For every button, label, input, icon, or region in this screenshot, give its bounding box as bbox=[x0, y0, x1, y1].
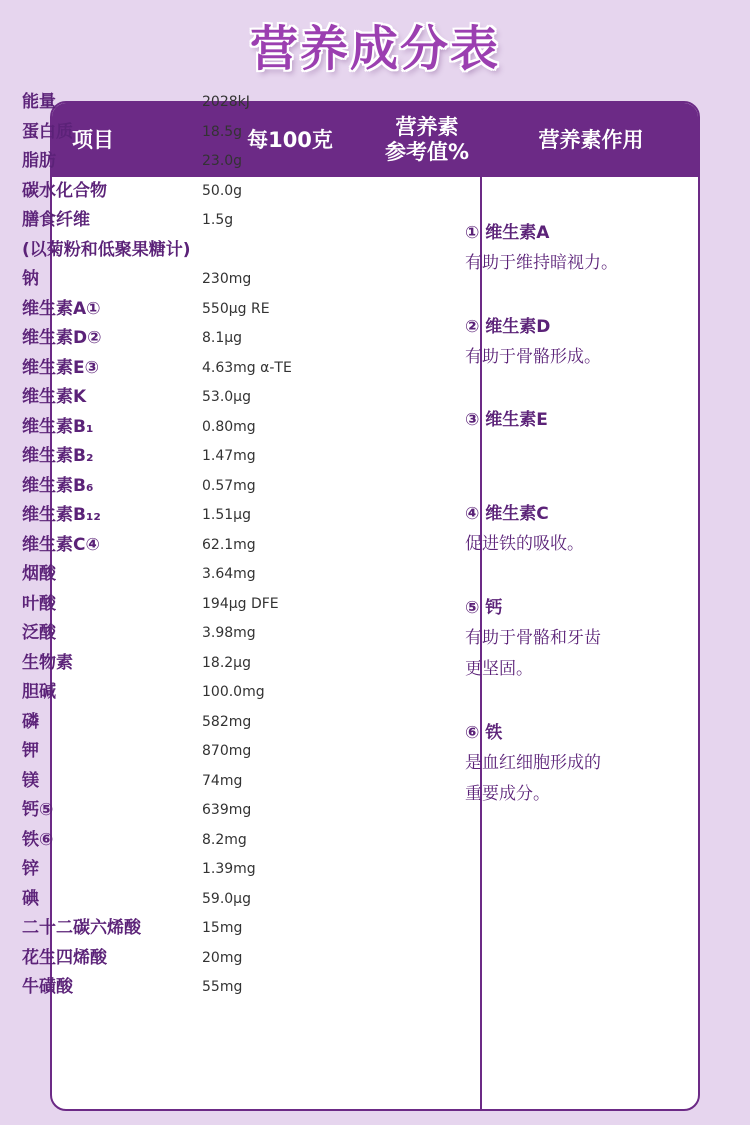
function-note bbox=[465, 405, 665, 435]
nutrient-value: 4.63mg α-TE bbox=[202, 359, 292, 376]
nutrient-value: 582mg bbox=[202, 713, 252, 730]
nutrient-value: 20mg bbox=[202, 949, 243, 966]
nutrient-name: 叶酸 bbox=[22, 593, 56, 614]
nutrient-name: 钾 bbox=[22, 741, 39, 761]
table-row bbox=[22, 118, 422, 148]
table-row bbox=[22, 383, 422, 413]
table-row bbox=[22, 560, 422, 590]
table-row bbox=[22, 295, 422, 325]
nutrient-value: 18.2μg bbox=[202, 654, 251, 671]
nutrient-name: 锌 bbox=[22, 859, 39, 879]
table-row bbox=[22, 413, 422, 443]
table-row bbox=[22, 265, 422, 295]
nutrient-value: 50.0g bbox=[202, 182, 243, 199]
nutrient-name: 维生素D② bbox=[22, 328, 102, 348]
nutrient-value: 18.5g bbox=[202, 123, 243, 140]
nutrient-value: 62.1mg bbox=[202, 536, 256, 553]
nutrient-name: 蛋白质 bbox=[22, 121, 73, 142]
table-row bbox=[22, 973, 422, 1003]
nutrient-value: 1.47mg bbox=[202, 448, 256, 464]
nutrient-name: 维生素K bbox=[22, 387, 87, 407]
table-row bbox=[22, 737, 422, 767]
nutrient-name: 碳水化合物 bbox=[22, 180, 107, 201]
function-note bbox=[465, 593, 665, 685]
nutrient-name: 牛磺酸 bbox=[22, 977, 73, 997]
nutrient-value: 639mg bbox=[202, 802, 252, 818]
nutrient-value: 1.51μg bbox=[202, 507, 251, 523]
table-row bbox=[22, 914, 422, 944]
page-title: 营养成分表 bbox=[249, 21, 500, 77]
nutrient-value: 55mg bbox=[202, 979, 243, 995]
nutrient-name: 烟酸 bbox=[22, 564, 56, 584]
nutrient-name: 钙⑤ bbox=[22, 800, 54, 820]
nutrient-name: 钠 bbox=[22, 269, 39, 289]
table-row bbox=[22, 442, 422, 472]
nutrient-name: 维生素B₁ bbox=[22, 416, 94, 437]
header-nrv-line2: 参考值% bbox=[384, 140, 470, 164]
table-row bbox=[22, 708, 422, 738]
nutrient-name: 维生素B₆ bbox=[22, 475, 94, 496]
nutrient-value: 53.0μg bbox=[202, 389, 251, 405]
nutrient-value: 3.64mg bbox=[202, 566, 256, 582]
function-title: ② 维生素D bbox=[465, 317, 551, 337]
nutrient-name: 花生四烯酸 bbox=[22, 947, 107, 968]
nutrient-value: 0.57mg bbox=[202, 477, 256, 494]
nutrient-value: 1.5g bbox=[202, 212, 234, 228]
nutrient-value: 2028kJ bbox=[202, 94, 250, 110]
nutrient-name: 膳食纤维 bbox=[22, 210, 90, 230]
function-description: 有助于骨骼和牙齿 更坚固。 bbox=[465, 628, 601, 679]
function-title: ③ 维生素E bbox=[465, 410, 548, 430]
nutrient-name: 铁⑥ bbox=[22, 829, 54, 850]
table-row bbox=[22, 826, 422, 856]
function-note bbox=[465, 499, 665, 560]
table-row bbox=[22, 767, 422, 797]
nutrient-name: 能量 bbox=[22, 92, 56, 112]
header-nrv-line1: 营养素 bbox=[395, 115, 459, 139]
nutrient-value: 230mg bbox=[202, 271, 252, 287]
nutrient-name: 脂肪 bbox=[22, 151, 56, 171]
nutrient-name: 维生素B₂ bbox=[22, 446, 94, 466]
nutrient-value: 550μg RE bbox=[202, 300, 270, 317]
table-row bbox=[22, 501, 422, 531]
nutrient-value: 1.39mg bbox=[202, 861, 256, 877]
table-row bbox=[22, 206, 422, 236]
nutrient-name: (以菊粉和低聚果糖计) bbox=[22, 239, 191, 260]
header-function: 营养素作用 bbox=[538, 127, 644, 152]
nutrient-name: 维生素E③ bbox=[22, 357, 100, 378]
table-row bbox=[22, 796, 422, 826]
header-per-100g: 每100克 bbox=[247, 127, 333, 152]
nutrient-name: 生物素 bbox=[22, 652, 73, 673]
table-row bbox=[22, 619, 422, 649]
function-note bbox=[465, 218, 665, 279]
nutrient-value: 74mg bbox=[202, 772, 243, 789]
table-row bbox=[22, 649, 422, 679]
nutrient-value: 23.0g bbox=[202, 153, 243, 169]
nutrient-value: 870mg bbox=[202, 743, 252, 759]
function-note bbox=[465, 718, 665, 810]
table-row bbox=[22, 236, 422, 266]
table-row bbox=[22, 855, 422, 885]
table-row bbox=[22, 531, 422, 561]
nutrient-name: 胆碱 bbox=[22, 682, 56, 702]
function-title: ① 维生素A bbox=[465, 223, 550, 243]
nutrient-value: 100.0mg bbox=[202, 684, 265, 700]
nutrient-rows bbox=[22, 88, 422, 1003]
function-title: ⑤ 钙 bbox=[465, 598, 503, 618]
nutrient-name: 二十二碳六烯酸 bbox=[22, 918, 141, 938]
nutrient-value: 59.0μg bbox=[202, 890, 251, 907]
table-row bbox=[22, 147, 422, 177]
table-row bbox=[22, 177, 422, 207]
function-description: 有助于骨骼形成。 bbox=[465, 347, 601, 367]
function-description: 是血红细胞形成的 重要成分。 bbox=[465, 753, 601, 804]
function-title: ⑥ 铁 bbox=[465, 723, 503, 743]
table-row bbox=[22, 88, 422, 118]
nutrient-name: 碘 bbox=[22, 888, 39, 909]
nutrient-name: 维生素A① bbox=[22, 298, 101, 319]
nutrient-value: 0.80mg bbox=[202, 418, 256, 435]
table-row bbox=[22, 324, 422, 354]
nutrient-name: 维生素C④ bbox=[22, 534, 100, 555]
nutrient-value: 3.98mg bbox=[202, 625, 256, 641]
nutrient-name: 磷 bbox=[22, 711, 39, 732]
nutrient-value: 15mg bbox=[202, 920, 243, 936]
table-row bbox=[22, 885, 422, 915]
table-row bbox=[22, 590, 422, 620]
function-title: ④ 维生素C bbox=[465, 504, 549, 524]
nutrient-name: 镁 bbox=[22, 770, 39, 791]
function-description: 有助于维持暗视力。 bbox=[465, 253, 618, 273]
nutrient-value: 8.2mg bbox=[202, 831, 247, 848]
nutrient-name: 泛酸 bbox=[22, 623, 56, 643]
nutrient-name: 维生素B₁₂ bbox=[22, 505, 101, 525]
table-row bbox=[22, 678, 422, 708]
function-description: 促进铁的吸收。 bbox=[465, 534, 584, 554]
nutrient-value: 8.1μg bbox=[202, 330, 243, 346]
nutrient-value: 194μg DFE bbox=[202, 595, 279, 612]
table-row bbox=[22, 354, 422, 384]
table-row bbox=[22, 472, 422, 502]
header-item: 项目 bbox=[72, 127, 114, 152]
table-row bbox=[22, 944, 422, 974]
function-note bbox=[465, 312, 665, 373]
